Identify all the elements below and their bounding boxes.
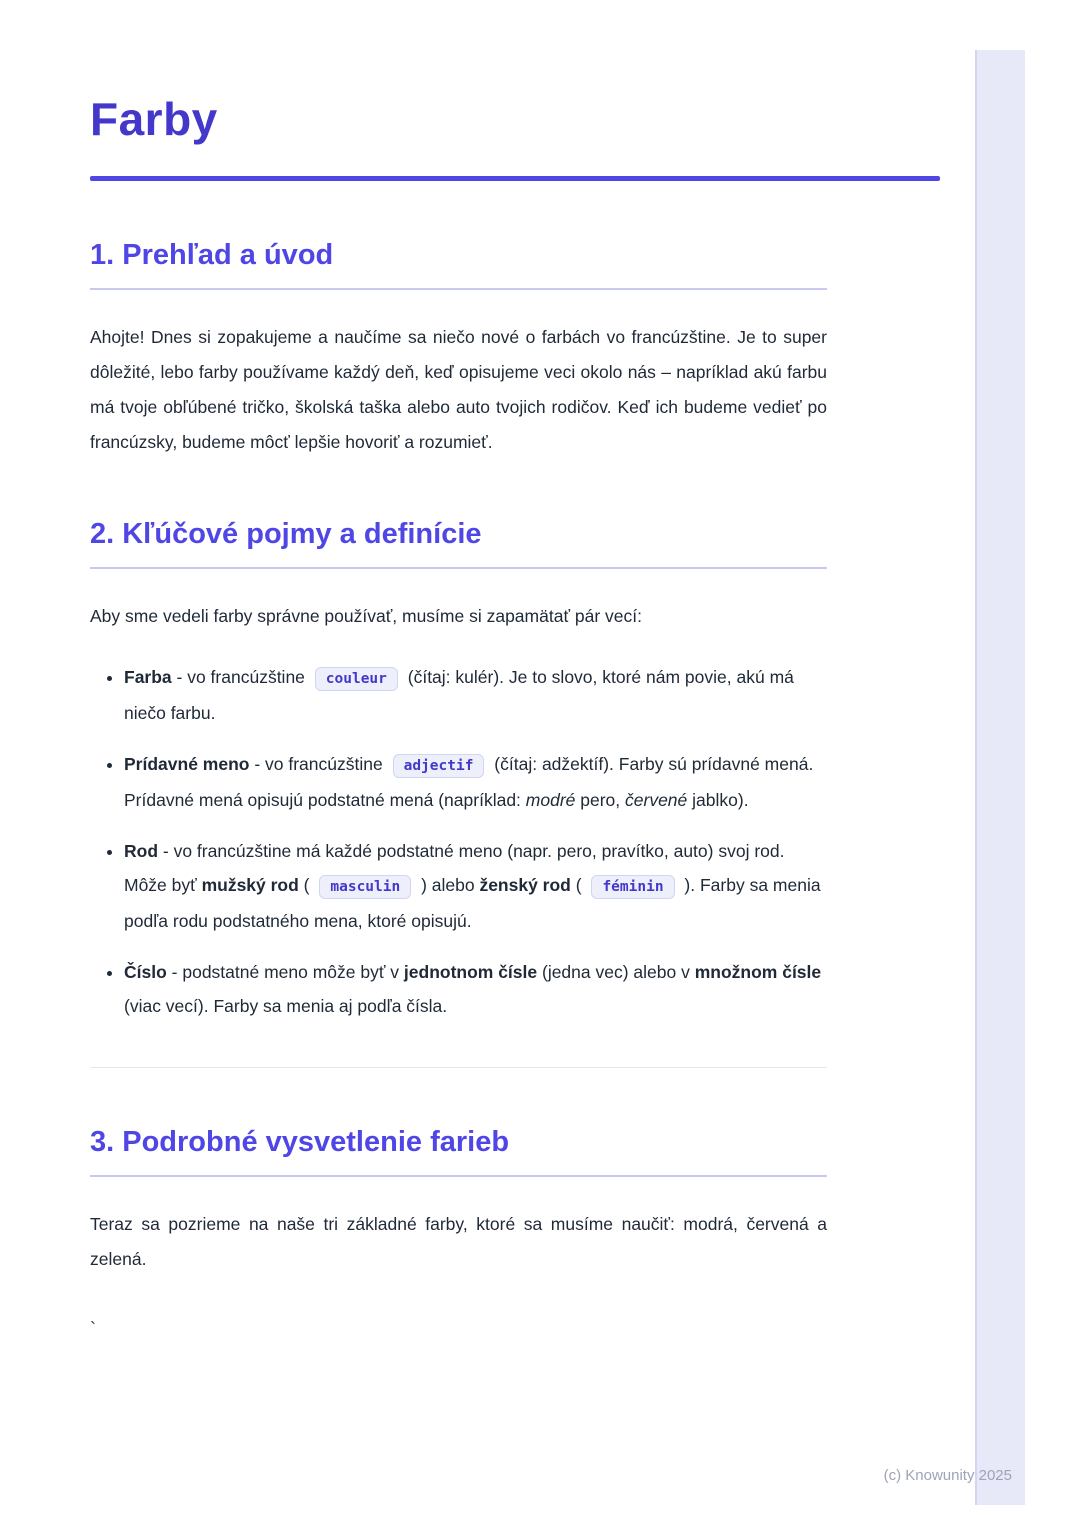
document-content bbox=[90, 0, 827, 1340]
section-3-divider bbox=[90, 1175, 827, 1177]
text-segment: (čítaj: adžektíf). Farby sú prídavné mená. Prídavné mená opisujú podstatné mená (napríklad: bbox=[124, 754, 814, 810]
section-overview bbox=[90, 239, 827, 460]
text-segment: ženský rod bbox=[479, 875, 571, 895]
list-item bbox=[124, 834, 827, 938]
section-2-divider bbox=[90, 567, 827, 569]
text-segment: množnom čísle bbox=[694, 962, 822, 982]
section-separator bbox=[90, 1067, 827, 1068]
section-1-paragraph: Ahojte! Dnes si zopakujeme a naučíme sa niečo nové o farbách vo francúzštine. Je to super dôležité, lebo farby používame každý deň, keď opisujeme veci okolo nás – napríklad akú farbu má tvoje obľúbené tričko, školská taška alebo auto tvojich rodičov. Keď ich budeme vedieť po francúzsky, budeme môcť lepšie hovoriť a rozumieť. bbox=[90, 327, 827, 452]
text-segment: - vo francúzštine bbox=[249, 754, 388, 774]
title-divider bbox=[90, 176, 940, 181]
copyright-footer: (c) Knowunity 2025 bbox=[883, 1467, 1012, 1484]
list-item bbox=[124, 747, 827, 817]
stray-backtick: ` bbox=[90, 1319, 96, 1339]
section-2-intro: Aby sme vedeli farby správne používať, musíme si zapamätať pár vecí: bbox=[90, 606, 642, 626]
section-colors-detail bbox=[90, 1126, 827, 1340]
scrollbar-track[interactable] bbox=[975, 50, 1025, 1505]
text-segment: červené bbox=[625, 790, 688, 810]
text-segment: (čítaj: kulér). Je to slovo, ktoré nám povie, akú má niečo farbu. bbox=[124, 667, 794, 723]
inline-code-chip: féminin bbox=[591, 875, 674, 899]
text-segment: mužský rod bbox=[201, 875, 299, 895]
text-segment: jablko). bbox=[687, 790, 749, 810]
inline-code-chip: adjectif bbox=[393, 754, 485, 778]
text-segment: Číslo bbox=[124, 962, 167, 982]
text-segment: - vo francúzštine má každé podstatné meno (napr. pero, pravítko, auto) svoj rod. Môže byť bbox=[124, 841, 785, 895]
text-segment: ( bbox=[298, 875, 315, 895]
section-3-paragraph: Teraz sa pozrieme na naše tri základné farby, ktoré sa musíme naučiť: modrá, červená a zelená. bbox=[90, 1214, 827, 1269]
text-segment: - vo francúzštine bbox=[171, 667, 310, 687]
text-segment: (viac vecí). Farby sa menia aj podľa čísla. bbox=[124, 996, 448, 1016]
section-key-terms bbox=[90, 518, 827, 1023]
inline-code-chip: masculin bbox=[319, 875, 411, 899]
key-terms-list bbox=[90, 660, 827, 1023]
page-title: Farby bbox=[90, 93, 218, 145]
text-segment: ) alebo bbox=[416, 875, 480, 895]
text-segment: Prídavné meno bbox=[124, 754, 250, 774]
text-segment: ( bbox=[570, 875, 587, 895]
text-segment: jednotnom čísle bbox=[403, 962, 538, 982]
text-segment: (jedna vec) alebo v bbox=[537, 962, 695, 982]
text-segment: - podstatné meno môže byť v bbox=[166, 962, 404, 982]
list-item bbox=[124, 955, 827, 1023]
section-1-heading: 1. Prehľad a úvod bbox=[90, 239, 334, 271]
section-3-heading: 3. Podrobné vysvetlenie farieb bbox=[90, 1126, 510, 1158]
inline-code-chip: couleur bbox=[315, 667, 398, 691]
text-segment: Rod bbox=[124, 841, 159, 861]
text-segment: Farba bbox=[124, 667, 172, 687]
text-segment: modré bbox=[525, 790, 576, 810]
section-1-divider bbox=[90, 288, 827, 290]
section-2-heading: 2. Kľúčové pojmy a definície bbox=[90, 518, 482, 550]
text-segment: pero, bbox=[575, 790, 626, 810]
text-segment: ). Farby sa menia podľa rodu podstatného mena, ktoré opisujú. bbox=[124, 875, 821, 931]
list-item bbox=[124, 660, 827, 730]
